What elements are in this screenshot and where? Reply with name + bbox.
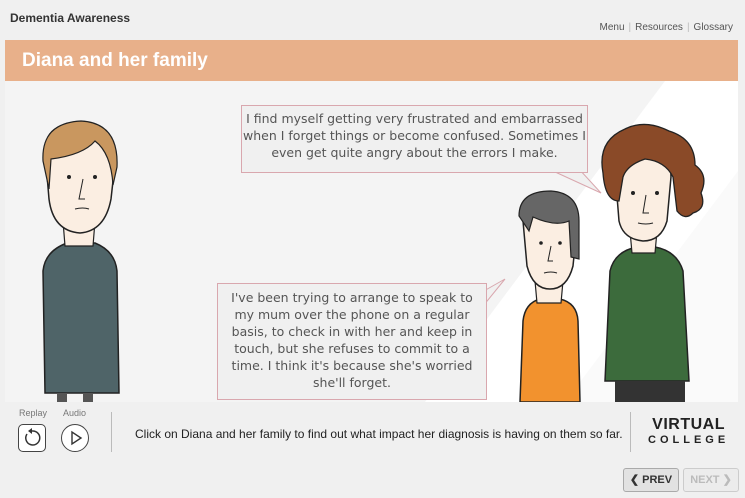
audio-button[interactable]	[61, 424, 89, 452]
speech-bubble-son: I've been trying to arrange to speak to my mum over the phone on a regular basis, to check in with her and keep in touch, but she refuses to commit to a time. I think it's because she's worried she'll forget.	[217, 283, 487, 400]
slide-stage	[5, 81, 738, 402]
replay-label: Replay	[19, 408, 48, 418]
slide-title: Diana and her family	[22, 50, 208, 71]
virtual-college-logo: VIRTUAL COLLEGE	[648, 416, 730, 446]
speech-bubble-diana: I find myself getting very frustrated and embarrassed when I forget things or become confused. Sometimes I even get quite angry about the errors I make.	[241, 105, 588, 173]
controls-divider	[111, 412, 112, 452]
replay-button[interactable]	[18, 424, 46, 452]
controls-bar	[0, 402, 745, 462]
logo-divider	[630, 412, 631, 452]
instruction-text: Click on Diana and her family to find out what impact her diagnosis is having on them so far.	[135, 427, 623, 441]
diana-character[interactable]	[43, 121, 119, 402]
audio-label: Audio	[63, 408, 87, 418]
nav-divider: |	[628, 22, 632, 33]
nav-divider: |	[686, 22, 690, 33]
next-button[interactable]: NEXT ❯	[683, 468, 739, 492]
play-icon	[62, 425, 88, 451]
replay-icon	[19, 425, 45, 451]
resources-link[interactable]: Resources	[635, 22, 683, 33]
top-nav	[600, 22, 734, 33]
prev-button[interactable]: ❮ PREV	[623, 468, 679, 492]
course-title: Dementia Awareness	[10, 11, 131, 25]
slide-title-bar	[5, 40, 738, 81]
glossary-link[interactable]: Glossary	[693, 22, 733, 33]
menu-link[interactable]: Menu	[599, 22, 625, 33]
